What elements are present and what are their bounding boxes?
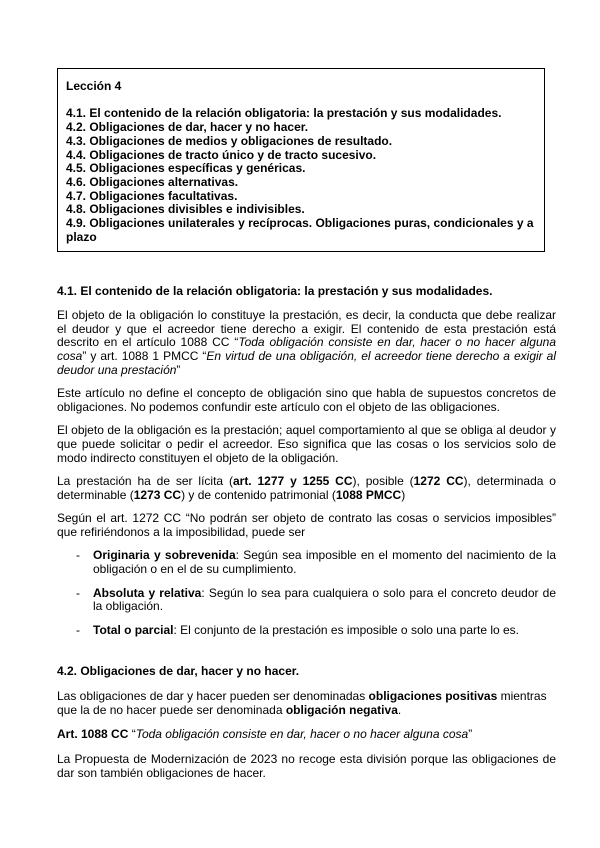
- bold-reference: art. 1277 y 1255 CC: [232, 474, 353, 489]
- outline-item: 4.7. Obligaciones facultativas.: [66, 188, 238, 203]
- list-item-description: : Según lo sea para cualquiera o solo para el concreto deudor de la obligación.: [93, 585, 556, 614]
- paragraph-positive-negative: [57, 690, 556, 718]
- text-run: La prestación ha de ser lícita (: [57, 474, 233, 489]
- paragraph-article-citation: [57, 728, 556, 742]
- section-heading: 4.2. Obligaciones de dar, hacer y no hacer.: [57, 664, 300, 678]
- section-heading: 4.1. El contenido de la relación obligatoria: la prestación y sus modalidades.: [57, 284, 493, 298]
- text-run: .: [397, 702, 402, 717]
- list-item: [57, 587, 556, 615]
- list-bullet: -: [76, 548, 80, 563]
- list-item: [57, 624, 556, 638]
- paragraph: El objeto de la obligación es la prestación; aquel comportamiento al que se obliga al deudor y que puede solicitar o pedir el acreedor. Eso significa que las cosas o los servicios solo de modo indirecto constituyen el objeto de la obligación.: [57, 423, 556, 465]
- list-item-term: Originaria y sobrevenida: [93, 548, 236, 563]
- list-bullet: -: [76, 622, 80, 637]
- text-run: ), determinada o determinable (: [57, 474, 556, 503]
- text-run: “: [128, 727, 136, 742]
- text-run: ) y de contenido patrimonial (: [181, 488, 336, 503]
- text-run: ” y art. 1088 1 PMCC “: [82, 349, 207, 364]
- outline-item: 4.4. Obligaciones de tracto único y de tracto sucesivo.: [66, 147, 377, 162]
- section-4-1: [57, 285, 556, 647]
- list-item-term: Absoluta y relativa: [93, 585, 202, 600]
- text-run: ”: [176, 362, 181, 377]
- text-run: ), posible (: [352, 474, 414, 489]
- italic-quote: En virtud de una obligación, el acreedor tiene derecho a exigir al deudor una prestación: [57, 349, 556, 377]
- paragraph: La Propuesta de Modernización de 2023 no recoge esta división porque las obligaciones de dar son también obligaciones de hacer.: [57, 752, 556, 780]
- lesson-outline-list: [66, 107, 540, 244]
- outline-item: 4.9. Obligaciones unilaterales y recíprocas. Obligaciones puras, condicionales y a plazo: [66, 216, 534, 244]
- list-item: [57, 549, 556, 577]
- text-run: ): [401, 488, 406, 503]
- paragraph: Según el art. 1272 CC “No podrán ser objeto de contrato las cosas o servicios imposibles” que refiriéndonos a la imposibilidad, puede ser: [57, 511, 556, 540]
- bold-reference: Art. 1088 CC: [57, 727, 129, 742]
- lesson-title: Lección 4: [66, 79, 122, 93]
- lesson-outline-box: [57, 68, 545, 252]
- outline-item: 4.6. Obligaciones alternativas.: [66, 174, 239, 189]
- text-run: Las obligaciones de dar y hacer pueden ser denominadas: [57, 688, 369, 703]
- outline-item: 4.8. Obligaciones divisibles e indivisibles.: [66, 202, 305, 217]
- list-item-description: : El conjunto de la prestación es imposible o solo una parte lo es.: [173, 622, 520, 637]
- outline-item: 4.3. Obligaciones de medios y obligaciones de resultado.: [66, 133, 393, 148]
- paragraph: Este artículo no define el concepto de obligación sino que habla de supuestos concretos de obligaciones. No podemos confundir este artículo con el objeto de las obligaciones.: [57, 386, 556, 415]
- italic-quote: Toda obligación consiste en dar, hacer o no hacer alguna cosa: [135, 727, 469, 742]
- impossibility-types-list: [57, 549, 556, 637]
- bold-reference: 1273 CC: [133, 488, 182, 503]
- outline-item: 4.5. Obligaciones específicas y genéricas.: [66, 161, 306, 176]
- list-item-term: Total o parcial: [93, 622, 174, 637]
- bold-reference: 1088 PMCC: [335, 488, 402, 503]
- outline-item: 4.2. Obligaciones de dar, hacer y no hacer.: [66, 120, 309, 135]
- text-run: El objeto de la obligación lo constituye la prestación, es decir, la conducta que debe realizar el deudor y que el acreedor tiene derecho a exigir. El contenido de esta prestación está descrito en el artículo 1088 CC “: [57, 307, 556, 350]
- text-run: mientras que la de no hacer puede ser denominada: [57, 688, 547, 717]
- italic-quote: Toda obligación consiste en dar, hacer o no hacer alguna cosa: [57, 335, 556, 364]
- bold-reference: 1272 CC: [413, 474, 464, 489]
- section-4-2: [57, 665, 556, 792]
- outline-item: 4.1. El contenido de la relación obligatoria: la prestación y sus modalidades.: [66, 106, 502, 121]
- list-item-description: : Según sea imposible en el momento del nacimiento de la obligación o en el de su cumplimiento.: [93, 548, 556, 577]
- paragraph-prestacion-definition: [57, 309, 556, 378]
- paragraph-prestacion-requirements: [57, 475, 556, 503]
- bold-term: obligaciones positivas: [368, 688, 498, 703]
- bold-term: obligación negativa: [285, 702, 398, 717]
- text-run: ”: [468, 727, 473, 742]
- list-bullet: -: [76, 585, 80, 600]
